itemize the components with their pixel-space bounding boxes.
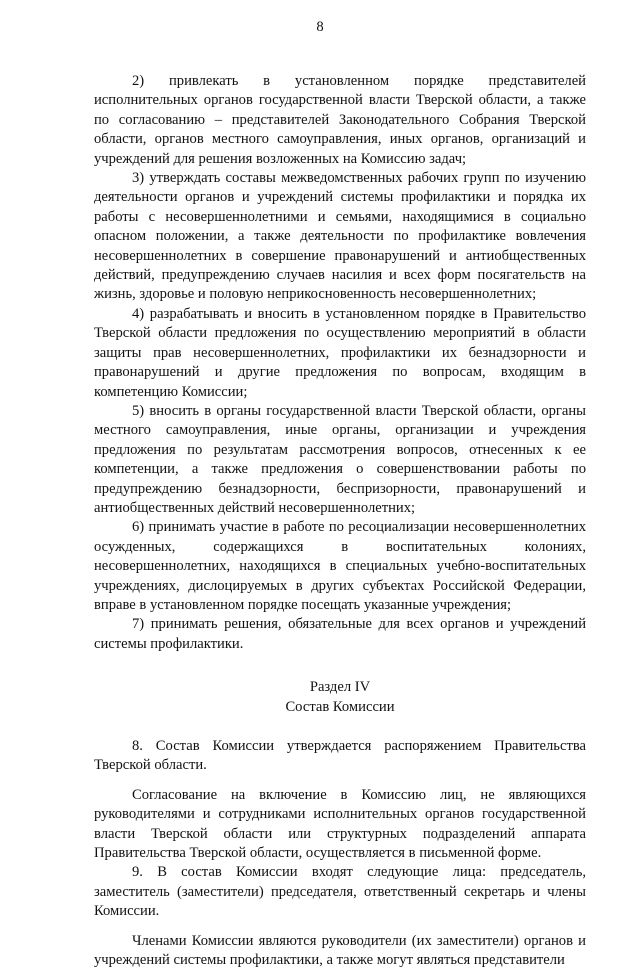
- paragraph-item-5: 5) вносить в органы государственной власти Тверской области, органы местного самоуправления, иные органы, организации и учреждения предложения по результатам рассмотрения вопросов, отнесенных к ее компетенции, а также предложения о совершенствовании работы по предупреждению безнадзорности, беспризорности, правонарушений и антиобщественных действий несовершеннолетних;: [94, 402, 586, 516]
- paragraph-item-3: 3) утверждать составы межведомственных рабочих групп по изучению деятельности органов и учреждений системы профилактики и порядка их работы с несовершеннолетними и семьями, находящимися в социально опасном положении, а также деятельности по профилактике вовлечения несовершеннолетних в совершение правонарушений и антиобщественных действий, предупреждению случаев насилия и всех форм посягательств на жизнь, здоровье и половую неприкосновенность несовершеннолетних;: [94, 170, 586, 303]
- paragraph-item-6: 6) принимать участие в работе по ресоциализации несовершеннолетних осужденных, содержащихся в воспитательных колониях, несовершеннолетних, находящихся в специальных учебно-воспитательных учреждениях, дислоцируемых в других субъектах Российской Федерации, вправе в установленном порядке посещать указанные учреждения;: [94, 519, 586, 613]
- paragraph-item-2: 2) привлекать в установленном порядке представителей исполнительных органов государственной власти Тверской области, а также по согласованию – представителей Законодательного Собрания Тверской области, органов местного самоуправления, иных органов, организаций и учреждений для решения возложенных на Комиссию задач;: [94, 73, 586, 167]
- paragraph-members: Членами Комиссии являются руководители (их заместители) органов и учреждений системы профилактики, а также могут являться представители: [94, 932, 586, 969]
- paragraph-approval: Согласование на включение в Комиссию лиц, не являющихся руководителями и сотрудниками исполнительных органов государственной власти Тверской области или структурных подразделений аппарата Правительства Тверской области, осуществляется в письменной форме.: [94, 786, 586, 862]
- section-heading: Раздел IV: [309, 679, 371, 696]
- section-title: Состав Комиссии: [285, 698, 395, 715]
- document-body: [94, 72, 586, 970]
- paragraph-item-9: 9. В состав Комиссии входят следующие лица: председатель, заместитель (заместители) председателя, ответственный секретарь и члены Комиссии.: [94, 864, 586, 920]
- page-number: 8: [316, 19, 324, 35]
- paragraph-item-8: 8. Состав Комиссии утверждается распоряжением Правительства Тверской области.: [94, 738, 586, 774]
- paragraph-item-4: 4) разрабатывать и вносить в установленном порядке в Правительство Тверской области предложения по осуществлению мероприятий в области защиты прав несовершеннолетних, профилактики их безнадзорности и правонарушений и другие предложения по вопросам, входящим в компетенцию Комиссии;: [94, 305, 586, 400]
- paragraph-item-7: 7) принимать решения, обязательные для всех органов и учреждений системы профилактики.: [94, 616, 586, 652]
